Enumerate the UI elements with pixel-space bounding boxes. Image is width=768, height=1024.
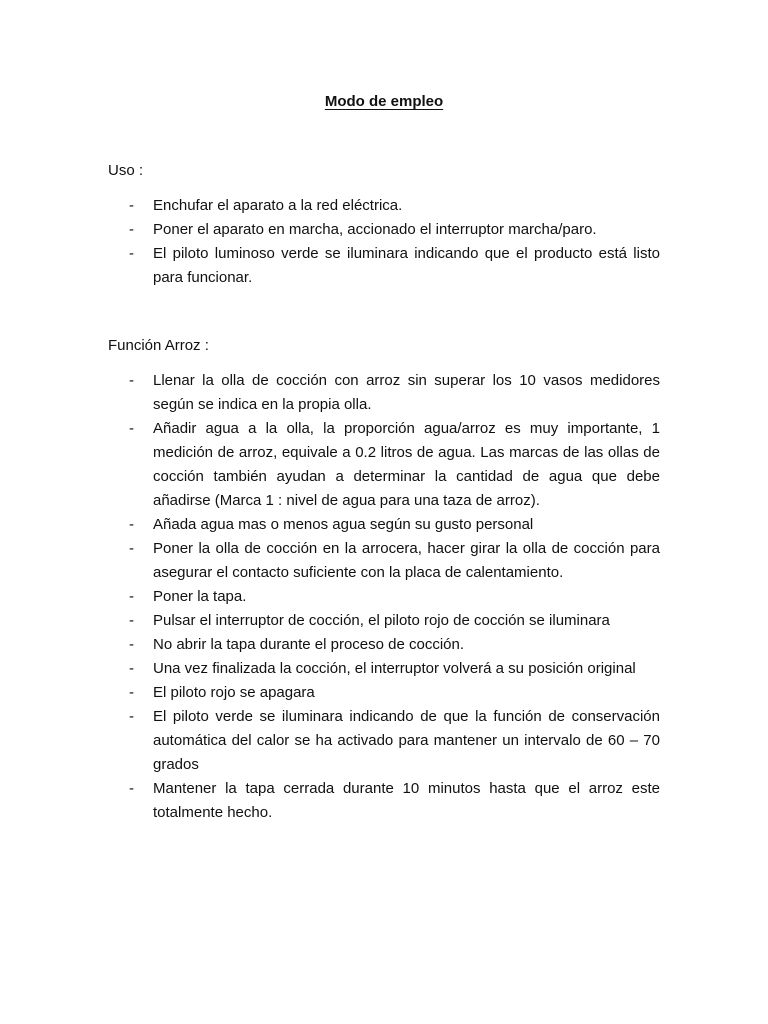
bullet-dash: - bbox=[129, 221, 134, 238]
bullet-dash: - bbox=[129, 245, 134, 262]
list-item-text: Añada agua mas o menos agua según su gusto personal bbox=[153, 516, 534, 533]
list-item bbox=[108, 585, 660, 609]
list-item bbox=[108, 609, 660, 633]
list-item bbox=[108, 194, 660, 218]
bullet-dash: - bbox=[129, 612, 134, 629]
section-heading-uso: Uso : bbox=[108, 162, 144, 179]
list-item-text: El piloto rojo se apagara bbox=[153, 684, 315, 701]
list-item bbox=[108, 218, 660, 242]
list-item bbox=[108, 657, 660, 681]
bullet-dash: - bbox=[129, 540, 134, 557]
list-item bbox=[108, 369, 660, 417]
funcion-arroz-list bbox=[108, 369, 660, 825]
bullet-dash: - bbox=[129, 708, 134, 725]
document-title: Modo de empleo bbox=[324, 93, 444, 110]
bullet-dash: - bbox=[129, 420, 134, 437]
list-item-text: Llenar la olla de cocción con arroz sin superar los 10 vasos medidores según se indica en la propia olla. bbox=[153, 372, 660, 413]
list-item-text: Enchufar el aparato a la red eléctrica. bbox=[153, 197, 403, 214]
list-item bbox=[108, 417, 660, 513]
bullet-dash: - bbox=[129, 588, 134, 605]
list-item-text: Pulsar el interruptor de cocción, el piloto rojo de cocción se iluminara bbox=[153, 612, 610, 629]
list-item bbox=[108, 705, 660, 777]
list-item-text: Poner el aparato en marcha, accionado el interruptor marcha/paro. bbox=[153, 221, 597, 238]
bullet-dash: - bbox=[129, 516, 134, 533]
list-item bbox=[108, 537, 660, 585]
list-item bbox=[108, 681, 660, 705]
list-item bbox=[108, 242, 660, 290]
list-item bbox=[108, 633, 660, 657]
bullet-dash: - bbox=[129, 372, 134, 389]
list-item bbox=[108, 513, 660, 537]
bullet-dash: - bbox=[129, 636, 134, 653]
list-item-text: Poner la tapa. bbox=[153, 588, 247, 605]
list-item-text: Poner la olla de cocción en la arrocera, hacer girar la olla de cocción para asegurar el contacto suficiente con la placa de calentamiento. bbox=[153, 540, 660, 581]
bullet-dash: - bbox=[129, 197, 134, 214]
bullet-dash: - bbox=[129, 780, 134, 797]
bullet-dash: - bbox=[129, 660, 134, 677]
bullet-dash: - bbox=[129, 684, 134, 701]
section-heading-funcion-arroz: Función Arroz : bbox=[108, 337, 209, 354]
list-item bbox=[108, 777, 660, 825]
list-item-text: Una vez finalizada la cocción, el interruptor volverá a su posición original bbox=[153, 660, 636, 677]
list-item-text: Añadir agua a la olla, la proporción agua/arroz es muy importante, 1 medición de arroz, equivale a 0.2 litros de agua. Las marcas de las ollas de cocción también ayudan a determinar la cantidad de agua que debe añadirse (Marca 1 : nivel de agua para una taza de arroz). bbox=[153, 420, 660, 509]
uso-list bbox=[108, 194, 660, 290]
list-item-text: No abrir la tapa durante el proceso de cocción. bbox=[153, 636, 465, 653]
list-item-text: El piloto verde se iluminara indicando de que la función de conservación automática del calor se ha activado para mantener un intervalo de 60 – 70 grados bbox=[153, 708, 660, 773]
list-item-text: El piloto luminoso verde se iluminara indicando que el producto está listo para funcionar. bbox=[153, 245, 660, 286]
list-item-text: Mantener la tapa cerrada durante 10 minutos hasta que el arroz este totalmente hecho. bbox=[153, 780, 660, 821]
